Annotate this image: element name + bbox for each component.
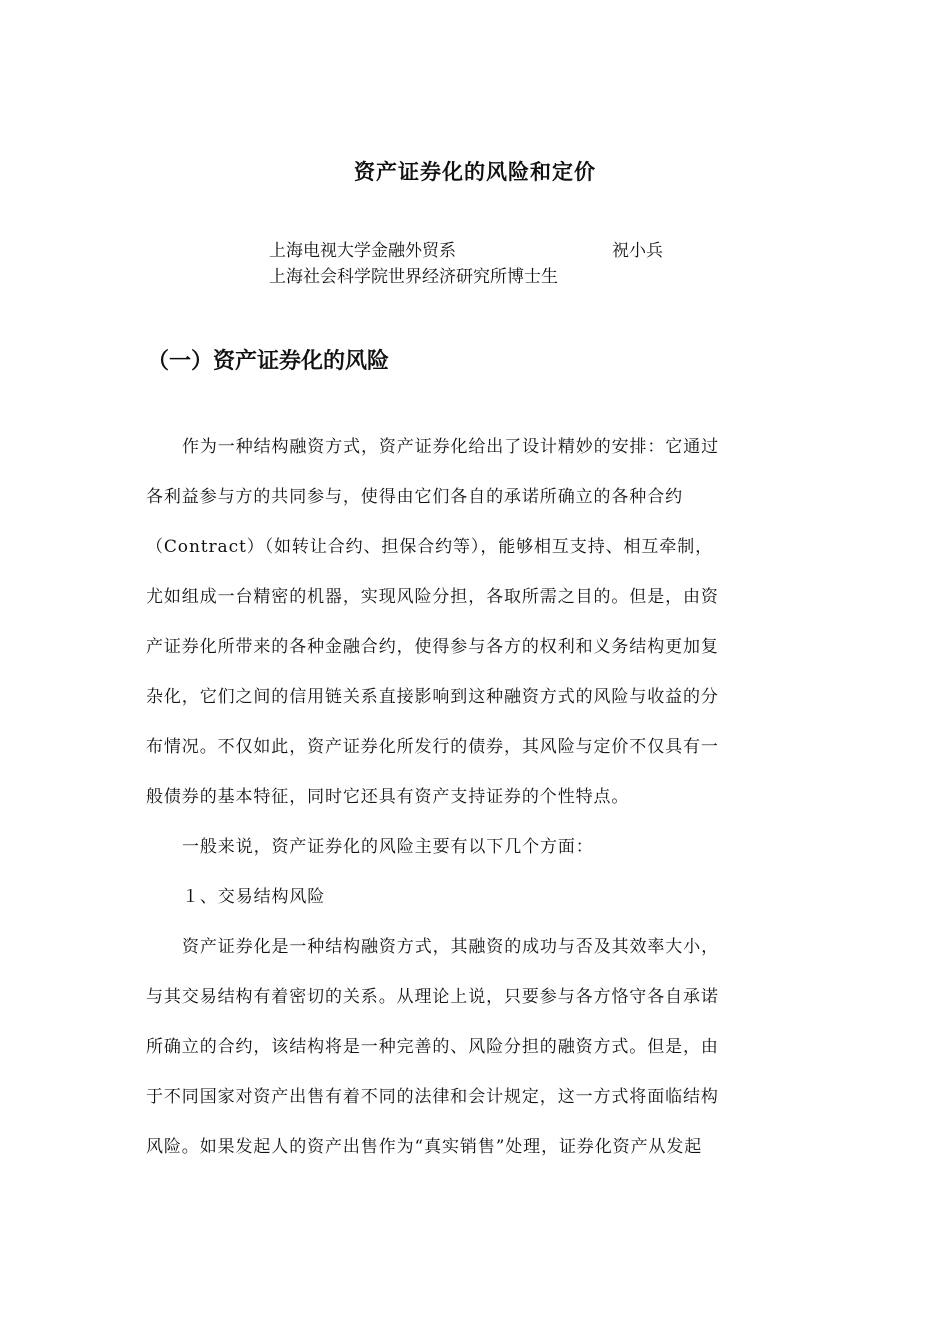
body-line: （Contract）（如转让合约、担保合约等），能够相互支持、相互牵制， bbox=[146, 537, 714, 557]
document-title: 资产证券化的风险和定价 bbox=[354, 160, 596, 184]
body-line: 布情况。不仅如此，资产证券化所发行的债券，其风险与定价不仅具有一 bbox=[146, 737, 719, 757]
body-line: 于不同国家对资产出售有着不同的法律和会计规定，这一方式将面临结构 bbox=[146, 1087, 719, 1107]
body-line: 所确立的合约，该结构将是一种完善的、风险分担的融资方式。但是，由 bbox=[146, 1037, 719, 1057]
body-line: 尤如组成一台精密的机器，实现风险分担，各取所需之目的。但是，由资 bbox=[146, 587, 719, 607]
body-line: 与其交易结构有着密切的关系。从理论上说，只要参与各方恪守各自承诺 bbox=[146, 987, 719, 1007]
section-heading: （一）资产证券化的风险 bbox=[147, 349, 390, 374]
author-name: 祝小兵 bbox=[612, 241, 663, 261]
body-line: 各利益参与方的共同参与，使得由它们各自的承诺所确立的各种合约 bbox=[146, 487, 683, 507]
body-line: 产证券化所带来的各种金融合约，使得参与各方的权利和义务结构更加复 bbox=[146, 637, 719, 657]
subsection-heading: １、交易结构风险 bbox=[182, 887, 326, 907]
body-line: 杂化，它们之间的信用链关系直接影响到这种融资方式的风险与收益的分 bbox=[146, 687, 719, 707]
body-line: 作为一种结构融资方式，资产证券化给出了设计精妙的安排：它通过 bbox=[182, 437, 719, 457]
affiliation-line-1: 上海电视大学金融外贸系 bbox=[269, 241, 456, 261]
body-line: 资产证券化是一种结构融资方式，其融资的成功与否及其效率大小， bbox=[182, 937, 719, 957]
affiliation-line-2: 上海社会科学院世界经济研究所博士生 bbox=[269, 267, 558, 287]
body-line: 般债券的基本特征，同时它还具有资产支持证券的个性特点。 bbox=[146, 787, 630, 807]
body-line: 一般来说，资产证券化的风险主要有以下几个方面： bbox=[182, 837, 594, 857]
body-line: 风险。如果发起人的资产出售作为“真实销售”处理，证券化资产从发起 bbox=[146, 1137, 703, 1157]
body-text bbox=[146, 432, 812, 1182]
